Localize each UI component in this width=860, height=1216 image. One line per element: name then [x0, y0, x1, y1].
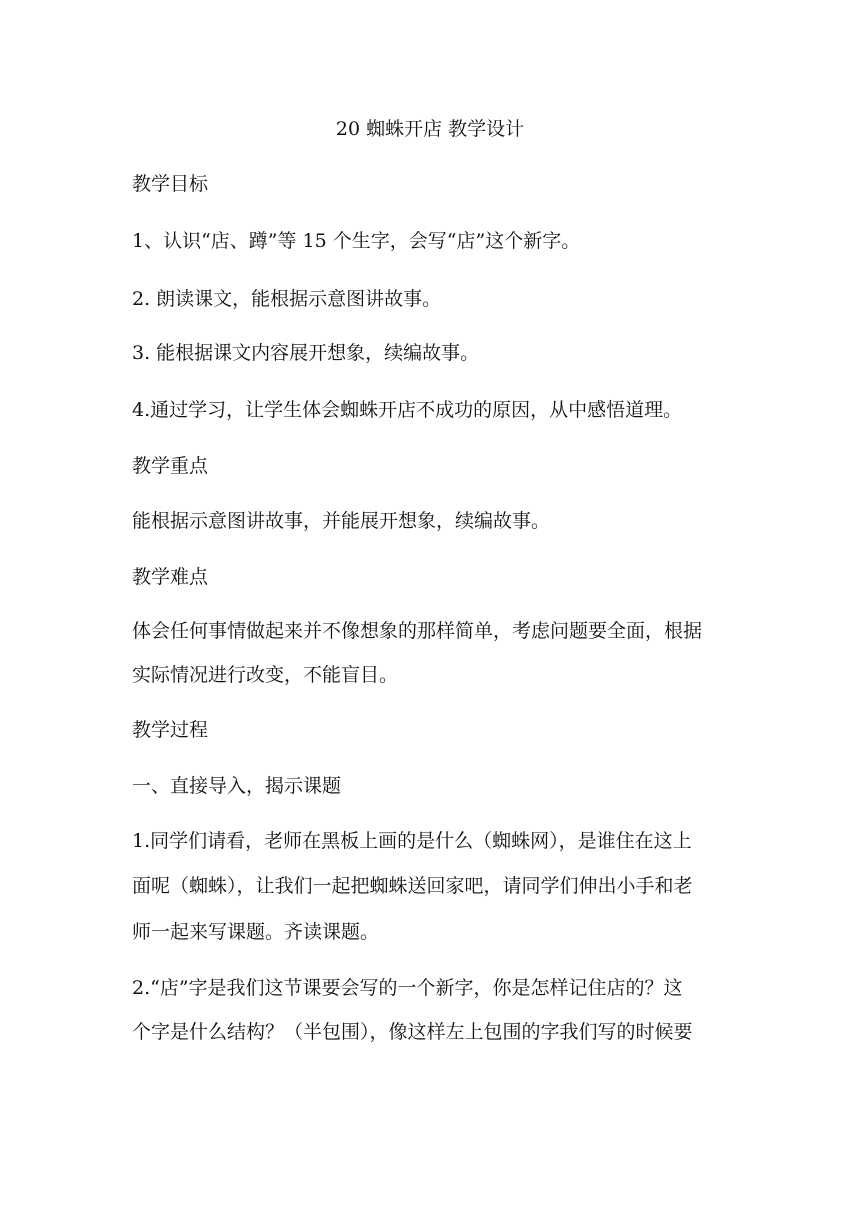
- paragraph-1-line-3: 师一起来写课题。齐读课题。: [132, 921, 380, 943]
- document-title: 20 蜘蛛开店 教学设计: [335, 118, 525, 140]
- difficulties-line-2: 实际情况进行改变，不能盲目。: [132, 664, 399, 686]
- heading-teaching-process: 教学过程: [132, 719, 209, 741]
- heading-key-points: 教学重点: [132, 455, 209, 477]
- section-one-heading: 一、直接导入，揭示课题: [132, 775, 342, 797]
- key-points-text: 能根据示意图讲故事，并能展开想象，续编故事。: [132, 510, 551, 532]
- paragraph-2-line-1: 2.“店”字是我们这节课要会写的一个新字，你是怎样记住店的？这: [132, 977, 683, 999]
- heading-difficulties: 教学难点: [132, 566, 209, 588]
- goal-2: 2. 朗读课文，能根据示意图讲故事。: [132, 288, 442, 310]
- goal-1: 1、认识“店、蹲”等 15 个生字，会写“店”这个新字。: [132, 230, 581, 252]
- paragraph-2-line-2: 个字是什么结构？（半包围），像这样左上包围的字我们写的时候要: [132, 1021, 693, 1043]
- heading-teaching-goals: 教学目标: [132, 173, 209, 195]
- goal-4: 4.通过学习，让学生体会蜘蛛开店不成功的原因，从中感悟道理。: [132, 399, 683, 421]
- paragraph-1-line-1: 1.同学们请看，老师在黑板上画的是什么（蜘蛛网），是谁住在这上: [132, 830, 692, 852]
- goal-3: 3. 能根据课文内容展开想象，续编故事。: [132, 342, 480, 364]
- difficulties-line-1: 体会任何事情做起来并不像想象的那样简单，考虑问题要全面，根据: [132, 620, 703, 642]
- paragraph-1-line-2: 面呢（蜘蛛），让我们一起把蜘蛛送回家吧，请同学们伸出小手和老: [132, 875, 693, 897]
